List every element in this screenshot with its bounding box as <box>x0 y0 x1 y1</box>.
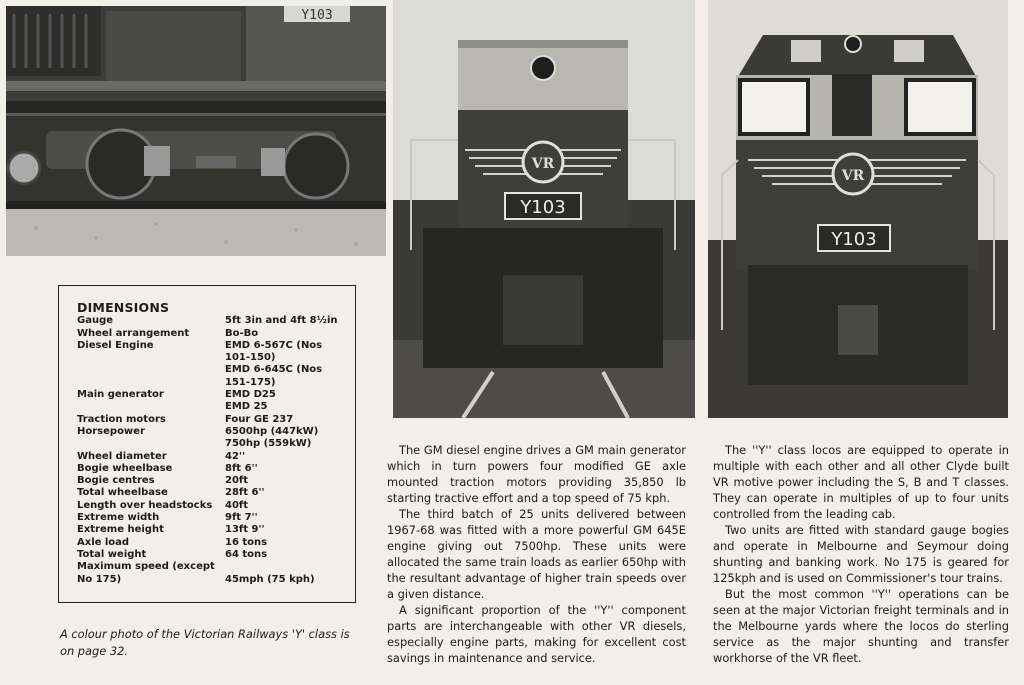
dimension-row <box>77 561 355 586</box>
dimension-value: 8ft 6'' <box>225 462 258 474</box>
dimension-label: Maximum speed (except No 175) <box>77 561 215 585</box>
dimension-row <box>77 426 355 451</box>
dimension-label: Total wheelbase <box>77 487 168 499</box>
dimension-label: Extreme height <box>77 524 164 536</box>
dimension-row <box>77 512 355 524</box>
dimension-label: Horsepower <box>77 425 145 437</box>
dimensions-title: DIMENSIONS <box>77 300 170 315</box>
dimension-label: Length over headstocks <box>77 499 213 511</box>
paragraph: A significant proportion of the ''Y'' component parts are interchangeable with other VR diesels, especially engine parts, making for excellent cost savings in maintenance and service. <box>387 603 686 665</box>
left-plate-text: Y103 <box>301 8 333 23</box>
photo-caption: A colour photo of the Victorian Railways 'Y' class is on page 32. <box>60 627 350 658</box>
dimension-label: Bogie centres <box>77 475 155 487</box>
dimension-row <box>77 451 355 463</box>
photo-cab-view <box>708 0 1008 418</box>
dimensions-rows <box>77 315 355 586</box>
dimension-value: 45mph (75 kph) <box>225 573 315 585</box>
article-column-middle <box>387 442 686 666</box>
dimension-row <box>77 524 355 536</box>
dimension-label: Diesel Engine <box>77 339 154 351</box>
paragraph: The GM diesel engine drives a GM main generator which in turn powers four modified GE axle mounted traction motors providing 35,850 lb starting tractive effort and a top speed of 75 kph. <box>387 443 686 505</box>
dimension-value: 42'' <box>225 450 246 462</box>
dimension-row <box>77 487 355 499</box>
dimension-value: 9ft 7'' <box>225 512 258 524</box>
dimension-row <box>77 340 355 389</box>
article-column-right <box>713 442 1009 666</box>
dimension-label: Main generator <box>77 389 164 401</box>
dimension-row <box>77 328 355 340</box>
dimension-value: 6500hp (447kW) 750hp (559kW) <box>225 425 319 450</box>
right-emblem-text: VR <box>841 168 865 184</box>
dimension-label: Gauge <box>77 315 114 327</box>
dimension-value: 28ft 6'' <box>225 487 265 499</box>
dimension-value: 13ft 9'' <box>225 524 265 536</box>
dimension-value: 40ft <box>225 499 249 511</box>
dimension-row <box>77 414 355 426</box>
dimension-row <box>77 537 355 549</box>
dimension-label: Wheel diameter <box>77 450 167 462</box>
dimension-row <box>77 463 355 475</box>
dimension-label: Total weight <box>77 548 147 560</box>
dimension-value: 16 tons <box>225 536 268 548</box>
dimension-value: 5ft 3in and 4ft 8½in <box>225 315 338 327</box>
dimension-value: 20ft <box>225 475 249 487</box>
paragraph: The ''Y'' class locos are equipped to operate in multiple with each other and all other Clyde built VR motive power including the S, B and T classes. They can operate in multiples of up to four units controlled from the leading cab. <box>713 443 1009 521</box>
mid-emblem-text: VR <box>531 156 555 172</box>
paragraph: Two units are fitted with standard gauge bogies and operate in Melbourne and Seymour doing shunting and banking work. No 175 is geared for 125kph and is used on Commissioner's tour trains. <box>713 523 1009 585</box>
dimension-label: Traction motors <box>77 413 166 425</box>
dimension-value: Bo-Bo <box>225 327 259 339</box>
dimension-row <box>77 500 355 512</box>
dimension-row <box>77 549 355 561</box>
dimension-value: 64 tons <box>225 548 268 560</box>
mid-plate-text: Y103 <box>520 197 566 218</box>
dimension-row <box>77 315 355 327</box>
photo-front-view <box>393 0 695 418</box>
paragraph: But the most common ''Y'' operations can be seen at the major Victorian freight terminals and in the Melbourne yards where the locos do sterling service as the major shunting and transfer workhorse of the VR fleet. <box>713 587 1009 665</box>
dimensions-table <box>58 285 356 603</box>
dimension-value: EMD 6-567C (Nos 101-150) EMD 6-645C (Nos 151-175) <box>225 339 323 388</box>
dimension-label: Axle load <box>77 536 130 548</box>
dimension-label: Bogie wheelbase <box>77 462 173 474</box>
photo-bogie-closeup <box>6 6 386 256</box>
paragraph: The third batch of 25 units delivered between 1967-68 was fitted with a more powerful GM 645E engine giving out 7500hp. These units were allocated the same train loads as earlier 650hp with the resultant advantage of higher train speeds over a given distance. <box>387 507 686 601</box>
dimension-value: EMD D25 EMD 25 <box>225 389 276 413</box>
dimension-value: Four GE 237 <box>225 413 294 425</box>
dimension-row <box>77 389 355 414</box>
right-plate-text: Y103 <box>831 229 877 250</box>
dimension-label: Extreme width <box>77 512 160 524</box>
dimension-row <box>77 475 355 487</box>
dimension-label: Wheel arrangement <box>77 327 190 339</box>
